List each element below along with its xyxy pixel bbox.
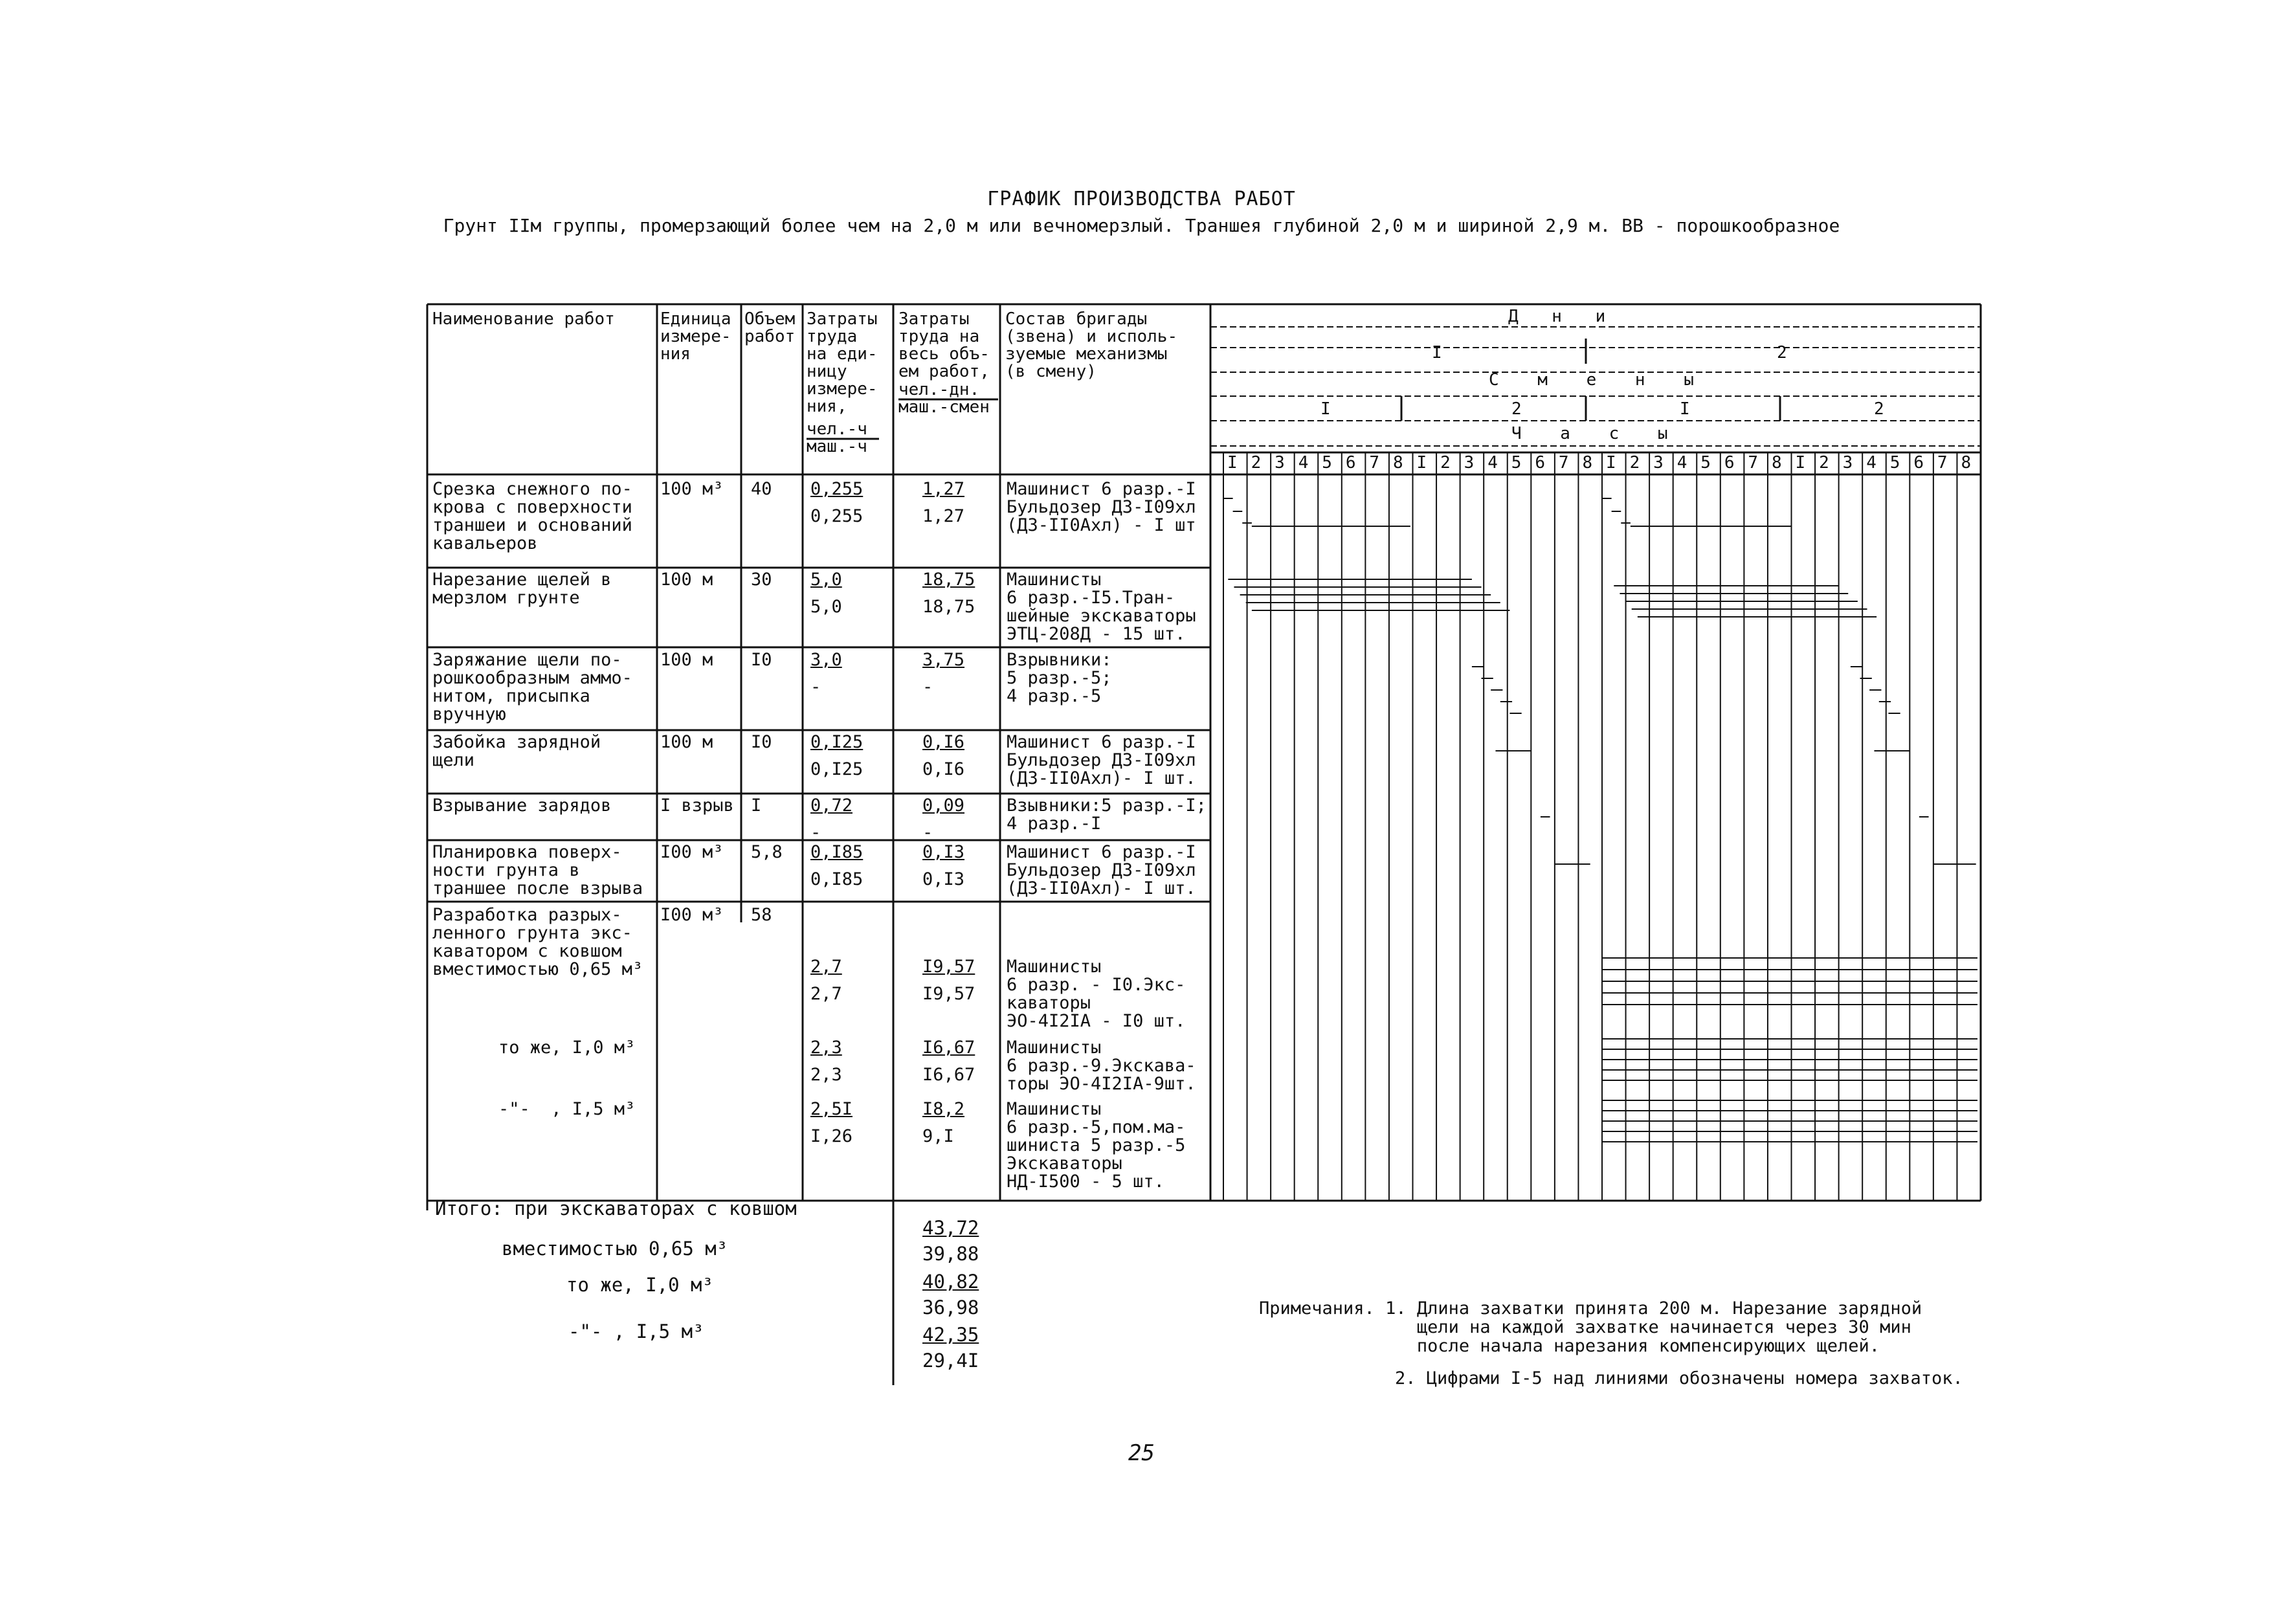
- row-labor-total-bottom: -: [922, 823, 933, 843]
- row-unit: I00 м³: [660, 905, 724, 925]
- row-volume: I: [751, 795, 762, 816]
- row-labor-unit-top: 0,I25: [810, 732, 863, 752]
- note-2: 2. Цифрами I-5 над линиями обозначены номера захваток.: [1395, 1368, 1963, 1388]
- header-labor-total-bottom: маш.-смен: [898, 397, 990, 417]
- row-labor-total-bottom: 9,I: [922, 1126, 954, 1146]
- row-unit: I00 м³: [660, 842, 724, 862]
- hour-label: 6: [1913, 453, 1924, 473]
- row-labor-unit-top: 3,0: [810, 650, 842, 670]
- row-labor-unit-top: 0,255: [810, 479, 863, 499]
- header-day-1: I: [1432, 343, 1442, 362]
- row-volume: I0: [751, 732, 772, 752]
- row-name: Заряжание щели по- рошкообразным аммо- нитом, присыпка вручную: [432, 650, 632, 724]
- header-labor-total-top: чел.-дн.: [898, 380, 980, 399]
- row-crew: Машинист 6 разр.-I Бульдозер ДЗ-I09хл (ДЗ-II0Ахл)- I шт.: [1007, 842, 1196, 898]
- totals-label-2: вместимостью 0,65 м³: [502, 1238, 728, 1260]
- row-name: Срезка снежного по- крова с поверхности траншеи и оснований кавальеров: [432, 479, 632, 553]
- hour-label: 8: [1582, 453, 1593, 473]
- row-name: то же, I,0 м³: [498, 1038, 636, 1058]
- totals-label-1: Итого: при экскаваторах с ковшом: [435, 1197, 797, 1219]
- header-shifts: С м е н ы: [1489, 370, 1708, 390]
- hour-label: I: [1416, 453, 1427, 473]
- hour-label: 4: [1676, 453, 1687, 473]
- row-labor-total-bottom: I9,57: [922, 984, 975, 1004]
- note-1: Примечания. 1. Длина захватки принята 200 м. Нарезание зарядной щели на каждой захватке начинается через 30 мин после начала нарезания компенсирующих щелей.: [1259, 1298, 1922, 1356]
- hour-label: 2: [1251, 453, 1262, 473]
- header-labor-unit: Затраты труда на еди- ницу измере- ния,: [807, 309, 878, 416]
- row-crew: Взывники:5 разр.-I; 4 разр.-I: [1007, 795, 1207, 834]
- row-name: Планировка поверх- ности грунта в траншее после взрыва: [432, 842, 643, 898]
- row-labor-unit-bottom: -: [810, 677, 821, 697]
- row-crew: Машинисты 6 разр. - I0.Экс- каваторы ЭО-4I2IА - I0 шт.: [1007, 957, 1186, 1031]
- row-crew: Машинисты 6 разр.-9.Экскава- торы ЭО-4I2IА-9шт.: [1007, 1038, 1196, 1094]
- row-crew: Машинисты 6 разр.-I5.Тран- шейные экскаваторы ЭТЦ-208Д - 15 шт.: [1007, 570, 1196, 644]
- header-day-2: 2: [1777, 343, 1787, 362]
- row-labor-total-bottom: 0,I6: [922, 759, 965, 779]
- header-crew: Состав бригады (звена) и исполь- зуемые механизмы (в смену): [1005, 309, 1178, 381]
- header-name: Наименование работ: [432, 309, 615, 329]
- row-labor-unit-bottom: 0,I25: [810, 759, 863, 779]
- row-volume: 58: [751, 905, 772, 925]
- header-shift-3: I: [1680, 399, 1690, 419]
- hour-label: 3: [1464, 453, 1475, 473]
- row-name: Забойка зарядной щели: [432, 732, 601, 770]
- hour-label: 2: [1440, 453, 1451, 473]
- row-labor-total-top: 0,I3: [922, 842, 965, 862]
- hour-label: 7: [1748, 453, 1759, 473]
- hour-label: 5: [1889, 453, 1900, 473]
- totals-label-4: -"- , I,5 м³: [568, 1320, 704, 1342]
- row-labor-total-bottom: 1,27: [922, 506, 965, 526]
- row-labor-unit-bottom: 5,0: [810, 597, 842, 617]
- row-name: Нарезание щелей в мерзлом грунте: [432, 570, 612, 608]
- row-labor-total-top: 0,I6: [922, 732, 965, 752]
- hour-label: 3: [1653, 453, 1664, 473]
- row-labor-total-top: 18,75: [922, 570, 975, 590]
- row-labor-total-bottom: 0,I3: [922, 869, 965, 889]
- row-labor-total-bottom: I6,67: [922, 1065, 975, 1085]
- row-labor-unit-top: 2,3: [810, 1038, 842, 1058]
- header-shift-4: 2: [1874, 399, 1884, 419]
- hour-label: 5: [1322, 453, 1332, 473]
- header-labor-unit-bottom: маш.-ч: [807, 437, 867, 456]
- hour-label: I: [1606, 453, 1616, 473]
- hour-label: 7: [1369, 453, 1380, 473]
- row-crew: Машинист 6 разр.-I Бульдозер ДЗ-I09хл (ДЗ-II0Ахл) - I шт: [1007, 479, 1196, 535]
- header-shift-1: I: [1320, 399, 1331, 419]
- hour-label: 6: [1724, 453, 1735, 473]
- row-labor-unit-top: 2,5I: [810, 1099, 853, 1119]
- row-labor-unit-bottom: 0,I85: [810, 869, 863, 889]
- hour-label: 6: [1535, 453, 1545, 473]
- hour-label: 8: [1771, 453, 1782, 473]
- totals-v1-bottom: 39,88: [922, 1243, 979, 1265]
- row-labor-unit-bottom: -: [810, 823, 821, 843]
- row-labor-unit-bottom: I,26: [810, 1126, 853, 1146]
- hour-label: 6: [1345, 453, 1356, 473]
- row-unit: 100 м: [660, 732, 713, 752]
- row-volume: 40: [751, 479, 772, 499]
- row-labor-total-top: I8,2: [922, 1099, 965, 1119]
- row-labor-unit-bottom: 0,255: [810, 506, 863, 526]
- header-days: Д н и: [1508, 307, 1618, 326]
- row-labor-unit-top: 0,I85: [810, 842, 863, 862]
- row-volume: I0: [751, 650, 772, 670]
- totals-v3-bottom: 29,4I: [922, 1350, 979, 1372]
- hour-label: 4: [1866, 453, 1877, 473]
- header-hours: Ч а с ы: [1511, 424, 1682, 443]
- header-labor-total: Затраты труда на весь объ- ем работ,: [898, 309, 990, 381]
- row-labor-unit-bottom: 2,7: [810, 984, 842, 1004]
- row-unit: I взрыв: [660, 795, 734, 816]
- row-unit: 100 м: [660, 650, 713, 670]
- header-volume: Объем работ: [744, 309, 796, 346]
- row-volume: 5,8: [751, 842, 783, 862]
- page-title: ГРАФИК ПРОИЗВОДСТВА РАБОТ: [987, 188, 1296, 210]
- hour-label: 8: [1961, 453, 1972, 473]
- hour-label: 5: [1511, 453, 1522, 473]
- totals-v2-top: 40,82: [922, 1271, 979, 1293]
- row-labor-unit-top: 0,72: [810, 795, 853, 816]
- totals-label-3: то же, I,0 м³: [566, 1274, 713, 1296]
- header-unit: Единица измере- ния: [660, 309, 731, 364]
- header-labor-unit-top: чел.-ч: [807, 419, 867, 439]
- row-labor-unit-top: 5,0: [810, 570, 842, 590]
- row-labor-total-top: 3,75: [922, 650, 965, 670]
- row-crew: Машинисты 6 разр.-5,пом.ма- шиниста 5 разр.-5 Экскаваторы НД-I500 - 5 шт.: [1007, 1099, 1186, 1192]
- hour-label: 5: [1700, 453, 1711, 473]
- hour-label: 4: [1298, 453, 1309, 473]
- row-name: Разработка разрых- ленного грунта экс- каватором с ковшом вместимостью 0,65 м³: [432, 905, 643, 979]
- row-unit: 100 м³: [660, 479, 724, 499]
- totals-v3-top: 42,35: [922, 1324, 979, 1346]
- hour-label: 7: [1558, 453, 1569, 473]
- header-shift-2: 2: [1511, 399, 1522, 419]
- page-subtitle: Грунт IIм группы, промерзающий более чем на 2,0 м или вечномерзлый. Траншея глубиной 2,0 м и шириной 2,9 м. ВВ - порошкообразное: [443, 215, 1840, 236]
- totals-v2-bottom: 36,98: [922, 1296, 979, 1318]
- row-crew: Взрывники: 5 разр.-5; 4 разр.-5: [1007, 650, 1112, 706]
- row-labor-total-top: 0,09: [922, 795, 965, 816]
- row-name: -"- , I,5 м³: [498, 1099, 636, 1119]
- row-labor-total-top: I9,57: [922, 957, 975, 977]
- row-labor-unit-top: 2,7: [810, 957, 842, 977]
- hour-label: 8: [1392, 453, 1403, 473]
- row-name: Взрывание зарядов: [432, 795, 612, 816]
- row-crew: Машинист 6 разр.-I Бульдозер ДЗ-I09хл (ДЗ-II0Ахл)- I шт.: [1007, 732, 1196, 788]
- row-labor-total-top: 1,27: [922, 479, 965, 499]
- hour-label: 2: [1819, 453, 1829, 473]
- page-number: 25: [1128, 1440, 1155, 1466]
- row-volume: 30: [751, 570, 772, 590]
- hour-label: 2: [1629, 453, 1640, 473]
- row-unit: 100 м: [660, 570, 713, 590]
- hour-label: I: [1227, 453, 1238, 473]
- hour-label: 3: [1275, 453, 1285, 473]
- row-labor-unit-bottom: 2,3: [810, 1065, 842, 1085]
- row-labor-total-bottom: -: [922, 677, 933, 697]
- hour-label: 4: [1487, 453, 1498, 473]
- hour-label: 3: [1842, 453, 1853, 473]
- totals-v1-top: 43,72: [922, 1217, 979, 1239]
- row-labor-total-bottom: 18,75: [922, 597, 975, 617]
- hour-label: I: [1795, 453, 1806, 473]
- row-labor-total-top: I6,67: [922, 1038, 975, 1058]
- hour-label: 7: [1937, 453, 1948, 473]
